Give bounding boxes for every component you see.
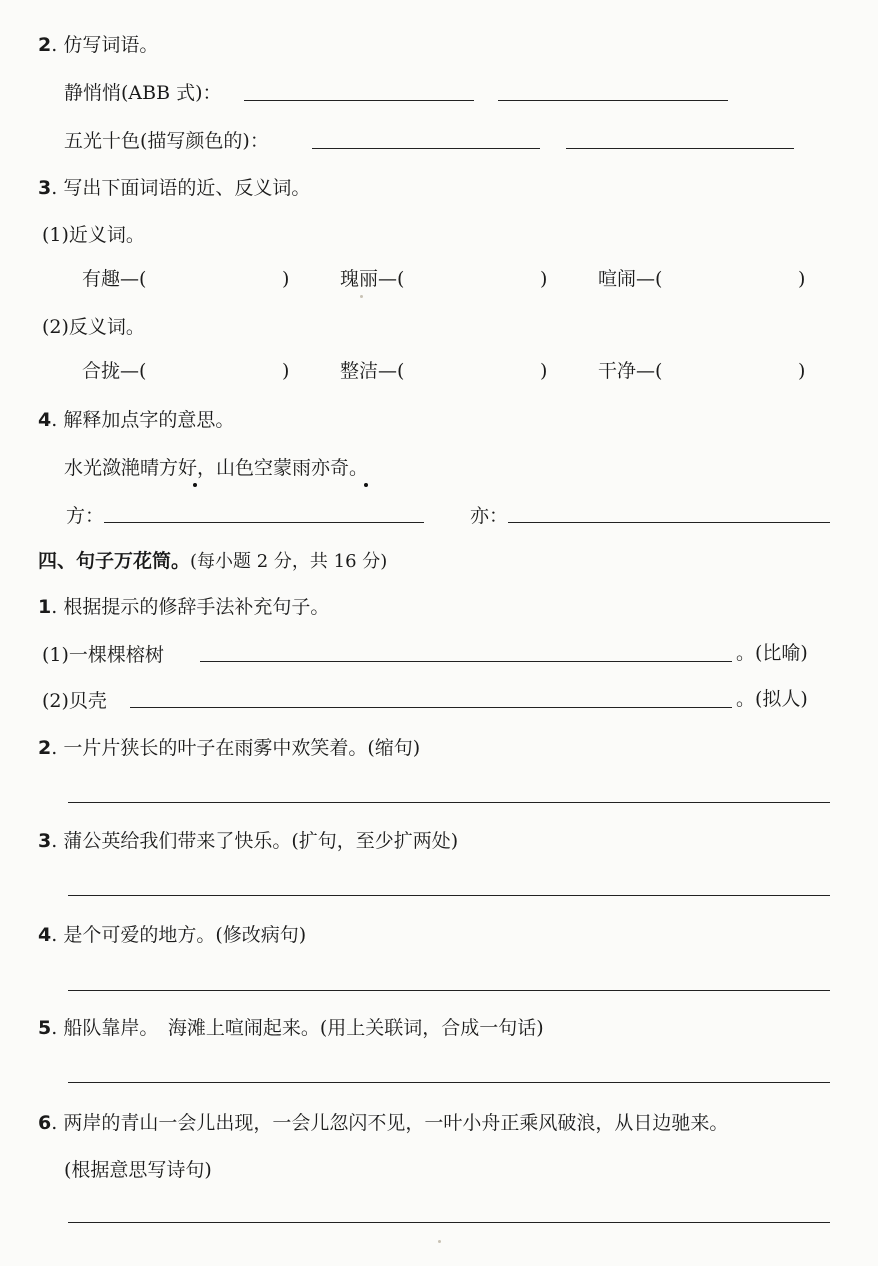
s5-number: 5 [38,1017,52,1039]
s3-heading [38,828,458,854]
q2-heading [38,32,158,58]
s4-answer-line[interactable] [68,990,830,991]
scan-speck [438,1240,441,1243]
q3-syn-item-1: 有趣—( [82,268,147,290]
q4-blank-yi[interactable] [508,522,830,523]
q4-heading [38,407,234,433]
s3-text: . 蒲公英给我们带来了快乐。(扩句，至少扩两处) [51,830,459,852]
q3-sub1-label: (1)近义词。 [42,224,145,246]
s6-instruction: (根据意思写诗句) [64,1159,212,1181]
q3-ant-close-1: ) [282,360,290,382]
q2-row1-blank-2[interactable] [498,100,728,101]
s2-text: . 一片片狭长的叶子在雨雾中欢笑着。(缩句) [51,737,421,759]
q2-row1-label: 静悄悄(ABB 式)： [64,82,222,104]
q3-syn-item-3: 喧闹—( [598,268,663,290]
s3-number: 3 [38,830,52,852]
s4-number: 4 [38,924,52,946]
s4-text: . 是个可爱的地方。(修改病句) [51,924,307,946]
q3-syn-close-1: ) [282,268,290,290]
q4-title: . 解释加点字的意思。 [51,409,235,431]
s1-heading [38,594,329,620]
q2-row2-blank-1[interactable] [312,148,540,149]
s5-text: . 船队靠岸。 海滩上喧闹起来。(用上关联词，合成一句话) [51,1017,544,1039]
q4-label-yi: 亦： [470,505,509,527]
s2-heading [38,735,420,761]
s1-item1-blank[interactable] [200,661,732,662]
s1-item2-label: (2)贝壳 [42,690,107,712]
s6-answer-line[interactable] [68,1222,830,1223]
q3-title: . 写出下面词语的近、反义词。 [51,177,311,199]
s6-number: 6 [38,1112,52,1134]
q2-row1-blank-1[interactable] [244,100,474,101]
s5-heading [38,1015,544,1041]
q2-row2-label: 五光十色(描写颜色的)： [64,130,269,152]
q3-heading [38,175,310,201]
emphasis-dot-fang [193,483,197,487]
q3-ant-item-2: 整洁—( [340,360,405,382]
q3-ant-close-3: ) [798,360,806,382]
q3-sub2-label: (2)反义词。 [42,316,145,338]
s3-answer-line[interactable] [68,895,830,896]
q2-row2-blank-2[interactable] [566,148,794,149]
s2-answer-line[interactable] [68,802,830,803]
q3-number: 3 [38,177,52,199]
q2-number: 2 [38,34,52,56]
s2-number: 2 [38,737,52,759]
q3-ant-item-1: 合拢—( [82,360,147,382]
section-4-title: 四、句子万花筒。 [38,550,191,572]
s4-heading [38,922,306,948]
s1-number: 1 [38,596,52,618]
q4-poem-line: 水光潋滟晴方好，山色空蒙雨亦奇。 [64,457,369,479]
emphasis-dot-yi [364,483,368,487]
q4-number: 4 [38,409,52,431]
section-4-heading [38,548,387,575]
scan-speck [360,295,363,298]
s1-item2-tail: 。(拟人) [736,688,808,710]
q4-label-fang: 方： [66,505,105,527]
q2-title: . 仿写词语。 [51,34,159,56]
q3-syn-close-3: ) [798,268,806,290]
q3-syn-close-2: ) [540,268,548,290]
s6-text: . 两岸的青山一会儿出现，一会儿忽闪不见，一叶小舟正乘风破浪，从日边驰来。 [51,1112,729,1134]
s1-item2-blank[interactable] [130,707,732,708]
s5-answer-line[interactable] [68,1082,830,1083]
q3-ant-close-2: ) [540,360,548,382]
q3-syn-item-2: 瑰丽—( [340,268,405,290]
s1-item1-label: (1)一棵棵榕树 [42,644,164,666]
s1-title: . 根据提示的修辞手法补充句子。 [51,596,330,618]
q3-ant-item-3: 干净—( [598,360,663,382]
section-4-score-note: (每小题 2 分，共 16 分) [190,551,388,572]
s1-item1-tail: 。(比喻) [736,642,808,664]
s6-heading [38,1110,728,1136]
q4-blank-fang[interactable] [104,522,424,523]
